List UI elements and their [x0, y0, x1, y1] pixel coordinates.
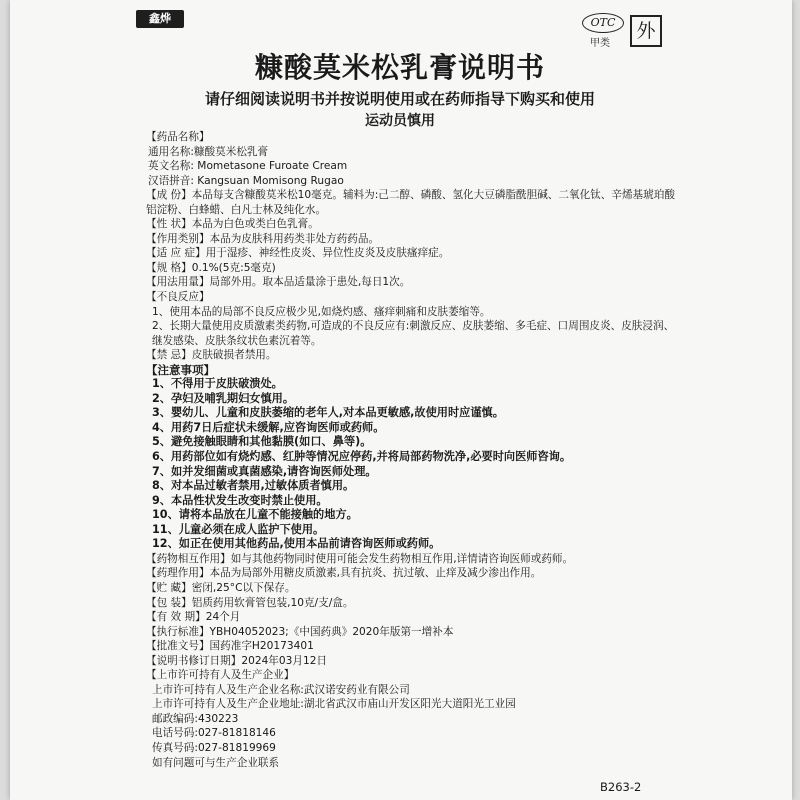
- drug-category: 【作用类别】本品为皮肤科用药类非处方药药品。: [146, 232, 380, 245]
- document-title: 糠酸莫米松乳膏说明书: [254, 51, 545, 84]
- leaflet-body: [146, 130, 676, 770]
- composition: 【成 份】本品每支含糠酸莫米松10毫克。辅料为:己二醇、磷酸、氢化大豆磷脂酰胆碱、二氧化钛、辛烯基琥珀酸铝淀粉、白蜂蜡、白凡士林及纯化水。: [146, 189, 675, 216]
- precaution-item: 11、儿童必须在成人监护下使用。: [152, 522, 325, 536]
- contraindication: 【禁 忌】皮肤破损者禁用。: [146, 349, 277, 362]
- revision-date: 【说明书修订日期】2024年03月12日: [146, 654, 328, 667]
- phone-number: 电话号码:027-81818146: [152, 727, 276, 740]
- postcode: 邮政编码:430223: [152, 712, 239, 725]
- holder-heading: 【上市许可持有人及生产企业】: [146, 669, 295, 682]
- pinyin-name: 汉语拼音: Kangsuan Momisong Rugao: [148, 174, 344, 187]
- precaution-item: 8、对本品过敏者禁用,过敏体质者慎用。: [152, 479, 355, 493]
- otc-badge: OTC: [582, 13, 624, 33]
- approval-number: 【批准文号】国药准字H20173401: [146, 640, 314, 653]
- precaution-item: 3、婴幼儿、儿童和皮肤萎缩的老年人,对本品更敏感,故使用时应谨慎。: [152, 406, 504, 420]
- standard: 【执行标准】YBH04052023;《中国药典》2020年版第一增补本: [146, 625, 454, 638]
- adverse-heading: 【不良反应】: [146, 291, 210, 304]
- precaution-item: 1、不得用于皮肤破溃处。: [152, 377, 283, 391]
- drug-name-heading: 【药品名称】: [146, 131, 210, 143]
- dosage: 【用法用量】局部外用。取本品适量涂于患处,每日1次。: [146, 276, 411, 289]
- athlete-warning: 运动员慎用: [365, 113, 435, 129]
- package: 【包 装】铝质药用软膏管包装,10克/支/盒。: [146, 596, 354, 609]
- pharmacology: 【药理作用】本品为局部外用糖皮质激素,具有抗炎、抗过敏、止痒及减少渗出作用。: [146, 567, 542, 580]
- precaution-item: 10、请将本品放在儿童不能接触的地方。: [152, 508, 358, 522]
- holder-name: 上市许可持有人及生产企业名称:武汉诺安药业有限公司: [152, 683, 410, 696]
- precaution-item: 9、本品性状发生改变时禁止使用。: [152, 493, 328, 507]
- drug-interactions: 【药物相互作用】如与其他药物同时使用可能会发生药物相互作用,详情请咨询医师或药师。: [146, 552, 574, 565]
- precaution-item: 7、如并发细菌或真菌感染,请咨询医师处理。: [152, 464, 377, 478]
- indication: 【适 应 症】用于湿疹、神经性皮炎、异位性皮炎及皮肤瘙痒症。: [146, 247, 450, 260]
- adverse-item: 1、使用本品的局部不良反应极少见,如烧灼感、瘙痒刺痛和皮肤萎缩等。: [152, 305, 491, 318]
- precaution-item: 2、孕妇及哺乳期妇女慎用。: [152, 391, 295, 405]
- english-name: 英文名称: Mometasone Furoate Cream: [148, 160, 348, 173]
- storage: 【贮 藏】密闭,25°C以下保存。: [146, 581, 296, 594]
- usage-instruction: 请仔细阅读说明书并按说明使用或在药师指导下购买和使用: [204, 90, 595, 108]
- precautions-heading: 【注意事项】: [146, 362, 215, 377]
- fax-number: 传真号码:027-81819969: [152, 741, 276, 754]
- brand-logo: 鑫烨: [136, 10, 184, 28]
- precaution-item: 12、如正在使用其他药品,使用本品前请咨询医师或药师。: [152, 537, 441, 551]
- document-code: B263-2: [600, 780, 642, 794]
- validity: 【有 效 期】24个月: [146, 611, 241, 624]
- holder-address: 上市许可持有人及生产企业地址:湖北省武汉市庙山开发区阳光大道阳光工业园: [152, 698, 516, 711]
- precaution-item: 6、用药部位如有烧灼感、红肿等情况应停药,并将局部药物洗净,必要时向医师咨询。: [152, 450, 572, 464]
- common-name: 通用名称:糠酸莫米松乳膏: [148, 145, 269, 158]
- character: 【性 状】本品为白色或类白色乳膏。: [146, 218, 319, 231]
- precaution-item: 4、用药7日后症状未缓解,应咨询医师或药师。: [152, 420, 385, 434]
- specification: 【规 格】0.1%(5克:5毫克): [146, 261, 276, 274]
- adverse-item: 2、长期大量使用皮质激素类药物,可造成的不良反应有:刺激反应、皮肤萎缩、多毛症、口周围皮炎、皮肤浸润、继发感染、皮肤条纹状色素沉着等。: [152, 320, 675, 347]
- otc-class-label: 甲类: [590, 38, 610, 49]
- precaution-item: 5、避免接触眼睛和其他黏膜(如口、鼻等)。: [152, 435, 372, 449]
- external-use-mark: 外: [630, 15, 662, 47]
- contact-note: 如有问题可与生产企业联系: [152, 756, 280, 769]
